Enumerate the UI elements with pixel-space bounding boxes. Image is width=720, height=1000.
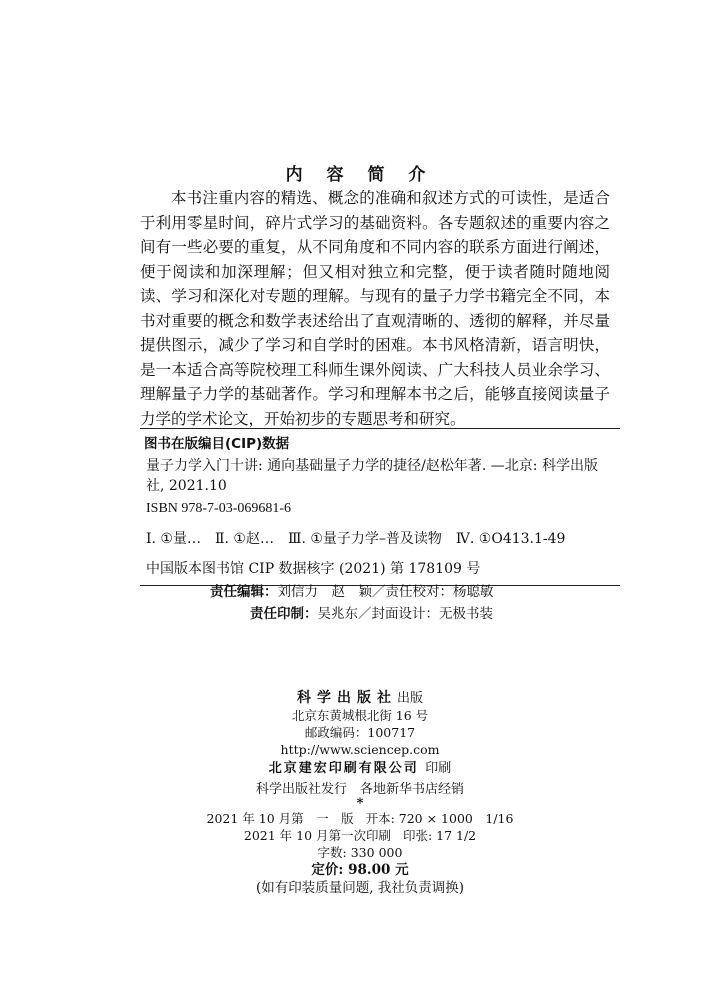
intro-paragraph: 本书注重内容的精选、概念的准确和叙述方式的可读性，是适合于利用零星时间，碎片式学习的基础资料。各专题叙述的重要内容之间有一些必要的重复，从不同角度和不同内容的联系方面进行阐述，便于阅读和加深理解；但又相对独立和完整，便于读者随时随地阅读、学习和深化对专题的理解。与现有的量子力学书籍完全不同，本书对重要的概念和数学表述给出了直观清晰的、透彻的解释，并尽量提供图示，减少了学习和自学时的困难。本书风格清新，语言明快，是一本适合高等院校理工科师生课外阅读、广大科技人员业余学习、理解量子力学的基础著作。学习和理解本书之后，能够直接阅读量子力学的学术论文，开始初步的专题思考和研究。 [140,189,610,428]
cip-heading: 图书在版编目(CIP)数据 [144,436,290,452]
edition-info: 2021 年 10 月第 一 版 [206,811,354,826]
publisher-name: 科学出版社 [296,690,397,706]
printing-info: 2021 年 10 月第一次印刷 [243,828,392,843]
printing-row [0,827,720,844]
credit-value: 刘信力 赵 颖／责任校对：杨聪敏 [277,584,494,600]
credit-line-editors [210,581,610,603]
price: 定价: 98.00 元 [311,862,409,878]
classification-item: Ⅰ. ①量… [146,531,201,547]
printer-name: 北京建宏印刷有限公司 [268,761,419,776]
credit-label: 责任印制： [250,606,318,622]
format-info: 开本: 720 × 1000 1/16 [365,811,514,826]
printer-line [0,760,720,777]
imprint [0,690,720,897]
credits [210,581,610,625]
classification-item: Ⅳ. ①O413.1-49 [455,531,566,547]
cip-classification [144,529,616,549]
intro-section [140,186,610,431]
publisher-line [0,690,720,707]
publisher-postcode: 邮政编码：100717 [304,725,416,740]
sheets-info: 印张: 17 1/2 [402,828,477,843]
page-title: 内 容 简 介 [285,165,435,185]
cip-number: 中国版本图书馆 CIP 数据核字 (2021) 第 178109 号 [146,561,481,577]
cip-catalog-entry: 量子力学入门十讲: 通向基础量子力学的捷径/赵松年著. —北京: 科学出版社, 2021.10 [146,458,598,494]
separator-star: * [356,796,364,811]
cip-block [140,428,620,586]
classification-item: Ⅱ. ①赵… [214,531,274,547]
credit-value: 吴兆东／封面设计：无极书装 [317,606,493,622]
credit-line-production [210,603,610,625]
cip-isbn: ISBN 978-7-03-069681-6 [146,501,292,516]
distribution-line: 科学出版社发行 各地新华书店经销 [255,782,464,797]
publisher-suffix: 出版 [396,691,423,706]
publisher-website: http://www.sciencep.com [280,742,440,757]
printer-suffix: 印刷 [425,761,452,776]
quality-note: (如有印装质量问题, 我社负责调换) [255,880,465,896]
credit-label: 责任编辑： [210,584,278,600]
edition-row [0,810,720,827]
word-count: 字数: 330 000 [317,845,403,860]
publisher-address: 北京东黄城根北街 16 号 [291,708,429,723]
classification-item: Ⅲ. ①量子力学–普及读物 [287,531,442,547]
